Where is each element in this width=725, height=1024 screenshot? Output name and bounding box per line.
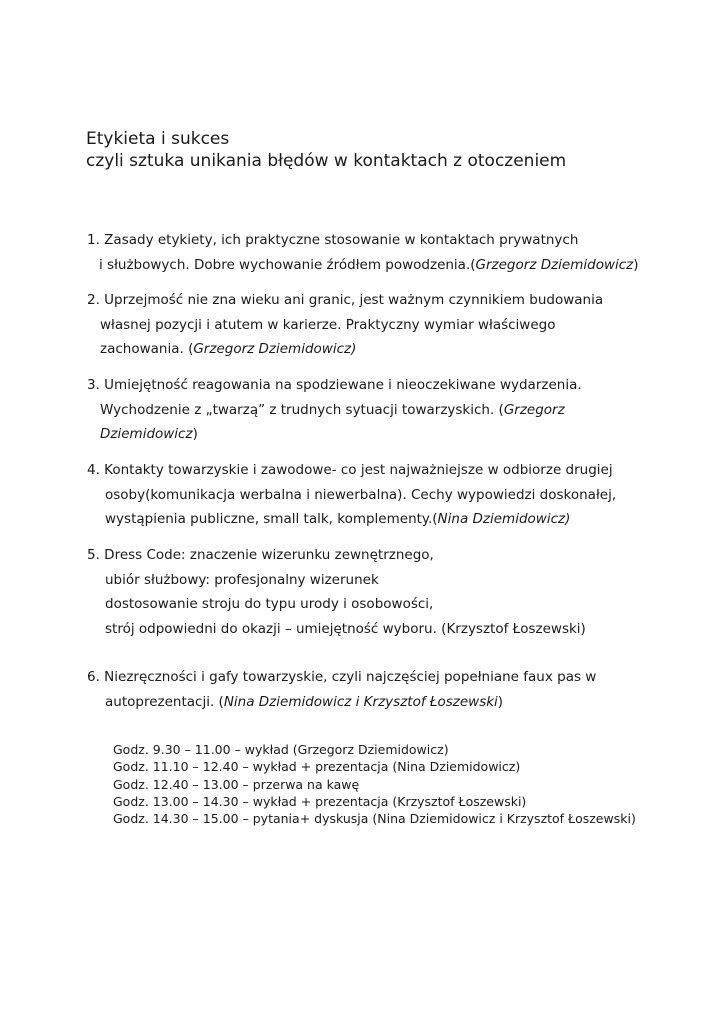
agenda-item-2-line-3 bbox=[87, 337, 603, 362]
agenda-item-1 bbox=[87, 228, 639, 277]
agenda-item-3-author-part-2: Dziemidowicz bbox=[100, 426, 193, 442]
agenda-item-4-line-3 bbox=[87, 507, 616, 532]
schedule-row-2: Godz. 11.10 – 12.40 – wykład + prezentacja (Nina Dziemidowicz) bbox=[113, 759, 521, 775]
schedule-row-3: Godz. 12.40 – 13.00 – przerwa na kawę bbox=[113, 776, 360, 792]
agenda-item-1-line-1: 1. Zasady etykiety, ich praktyczne stosowanie w kontaktach prywatnych bbox=[87, 232, 579, 248]
agenda-item-6-line-1: 6. Niezręczności i gafy towarzyskie, czyli najczęściej popełniane faux pas w bbox=[87, 669, 597, 685]
document-title bbox=[86, 128, 566, 172]
agenda-item-4-text: wystąpienia publiczne, small talk, komplementy.( bbox=[105, 511, 438, 527]
agenda-item-3-text: Wychodzenie z „twarzą” z trudnych sytuacji towarzyskich. ( bbox=[100, 401, 504, 418]
schedule-list bbox=[113, 741, 636, 827]
agenda-item-3-author-part-1: Grzegorz bbox=[503, 401, 565, 418]
agenda-item-2-line-1: 2. Uprzejmość nie zna wieku ani granic, jest ważnym czynnikiem budowania bbox=[87, 292, 604, 308]
agenda-item-1-text: i służbowych. Dobre wychowanie źródłem powodzenia.( bbox=[99, 256, 476, 273]
agenda-item-6-paren: ) bbox=[497, 693, 504, 710]
agenda-item-6-text: autoprezentacji. ( bbox=[105, 693, 224, 710]
agenda-item-2-author: Grzegorz Dziemidowicz) bbox=[193, 341, 357, 357]
agenda-item-5-line-2: ubiór służbowy: profesjonalny wizerunek bbox=[105, 571, 379, 588]
agenda-item-3-line-1: 3. Umiejętność reagowania na spodziewane i nieoczekiwane wydarzenia. bbox=[87, 377, 582, 393]
agenda-item-6 bbox=[87, 665, 596, 714]
agenda-item-1-author: Grzegorz Dziemidowicz bbox=[475, 256, 634, 273]
agenda-item-4 bbox=[87, 458, 616, 532]
title-line-1: Etykieta i sukces bbox=[86, 129, 230, 149]
schedule-row-1: Godz. 9.30 – 11.00 – wykład (Grzegorz Dziemidowicz) bbox=[113, 742, 449, 757]
agenda-item-5-line-1: 5. Dress Code: znaczenie wizerunku zewnętrznego, bbox=[87, 547, 434, 563]
schedule-row-5: Godz. 14.30 – 15.00 – pytania+ dyskusja (Nina Dziemidowicz i Krzysztof Łoszewski) bbox=[113, 811, 636, 827]
agenda-item-3-paren: ) bbox=[192, 426, 198, 442]
agenda-item-2-text: zachowania. ( bbox=[100, 341, 194, 357]
agenda-item-2-line-2: własnej pozycji i atutem w karierze. Praktyczny wymiar właściwego bbox=[100, 316, 556, 333]
agenda-item-1-line-2 bbox=[87, 253, 639, 278]
agenda-item-3 bbox=[87, 373, 582, 447]
title-line-2: czyli sztuka unikania błędów w kontaktach z otoczeniem bbox=[86, 151, 567, 171]
agenda-item-1-paren: ) bbox=[633, 256, 639, 273]
agenda-item-4-author: Nina Dziemidowicz) bbox=[437, 511, 571, 527]
agenda-item-3-line-2 bbox=[87, 398, 582, 423]
agenda-item-2 bbox=[87, 288, 603, 362]
agenda-item-5-line-3: dostosowanie stroju do typu urody i osobowości, bbox=[105, 596, 434, 612]
agenda-item-3-line-3 bbox=[87, 422, 582, 447]
agenda-item-5 bbox=[87, 543, 586, 641]
schedule-row-4: Godz. 13.00 – 14.30 – wykład + prezentacja (Krzysztof Łoszewski) bbox=[113, 793, 527, 809]
agenda-item-5-line-4: strój odpowiedni do okazji – umiejętność wyboru. (Krzysztof Łoszewski) bbox=[105, 620, 586, 637]
agenda-item-6-line-2 bbox=[87, 690, 596, 715]
agenda-item-6-author: Nina Dziemidowicz i Krzysztof Łoszewski bbox=[223, 693, 498, 710]
agenda-item-4-line-1: 4. Kontakty towarzyskie i zawodowe- co jest najważniejsze w odbiorze drugiej bbox=[87, 462, 613, 478]
agenda-item-4-line-2: osoby(komunikacja werbalna i niewerbalna). Cechy wypowiedzi doskonałej, bbox=[105, 486, 617, 503]
